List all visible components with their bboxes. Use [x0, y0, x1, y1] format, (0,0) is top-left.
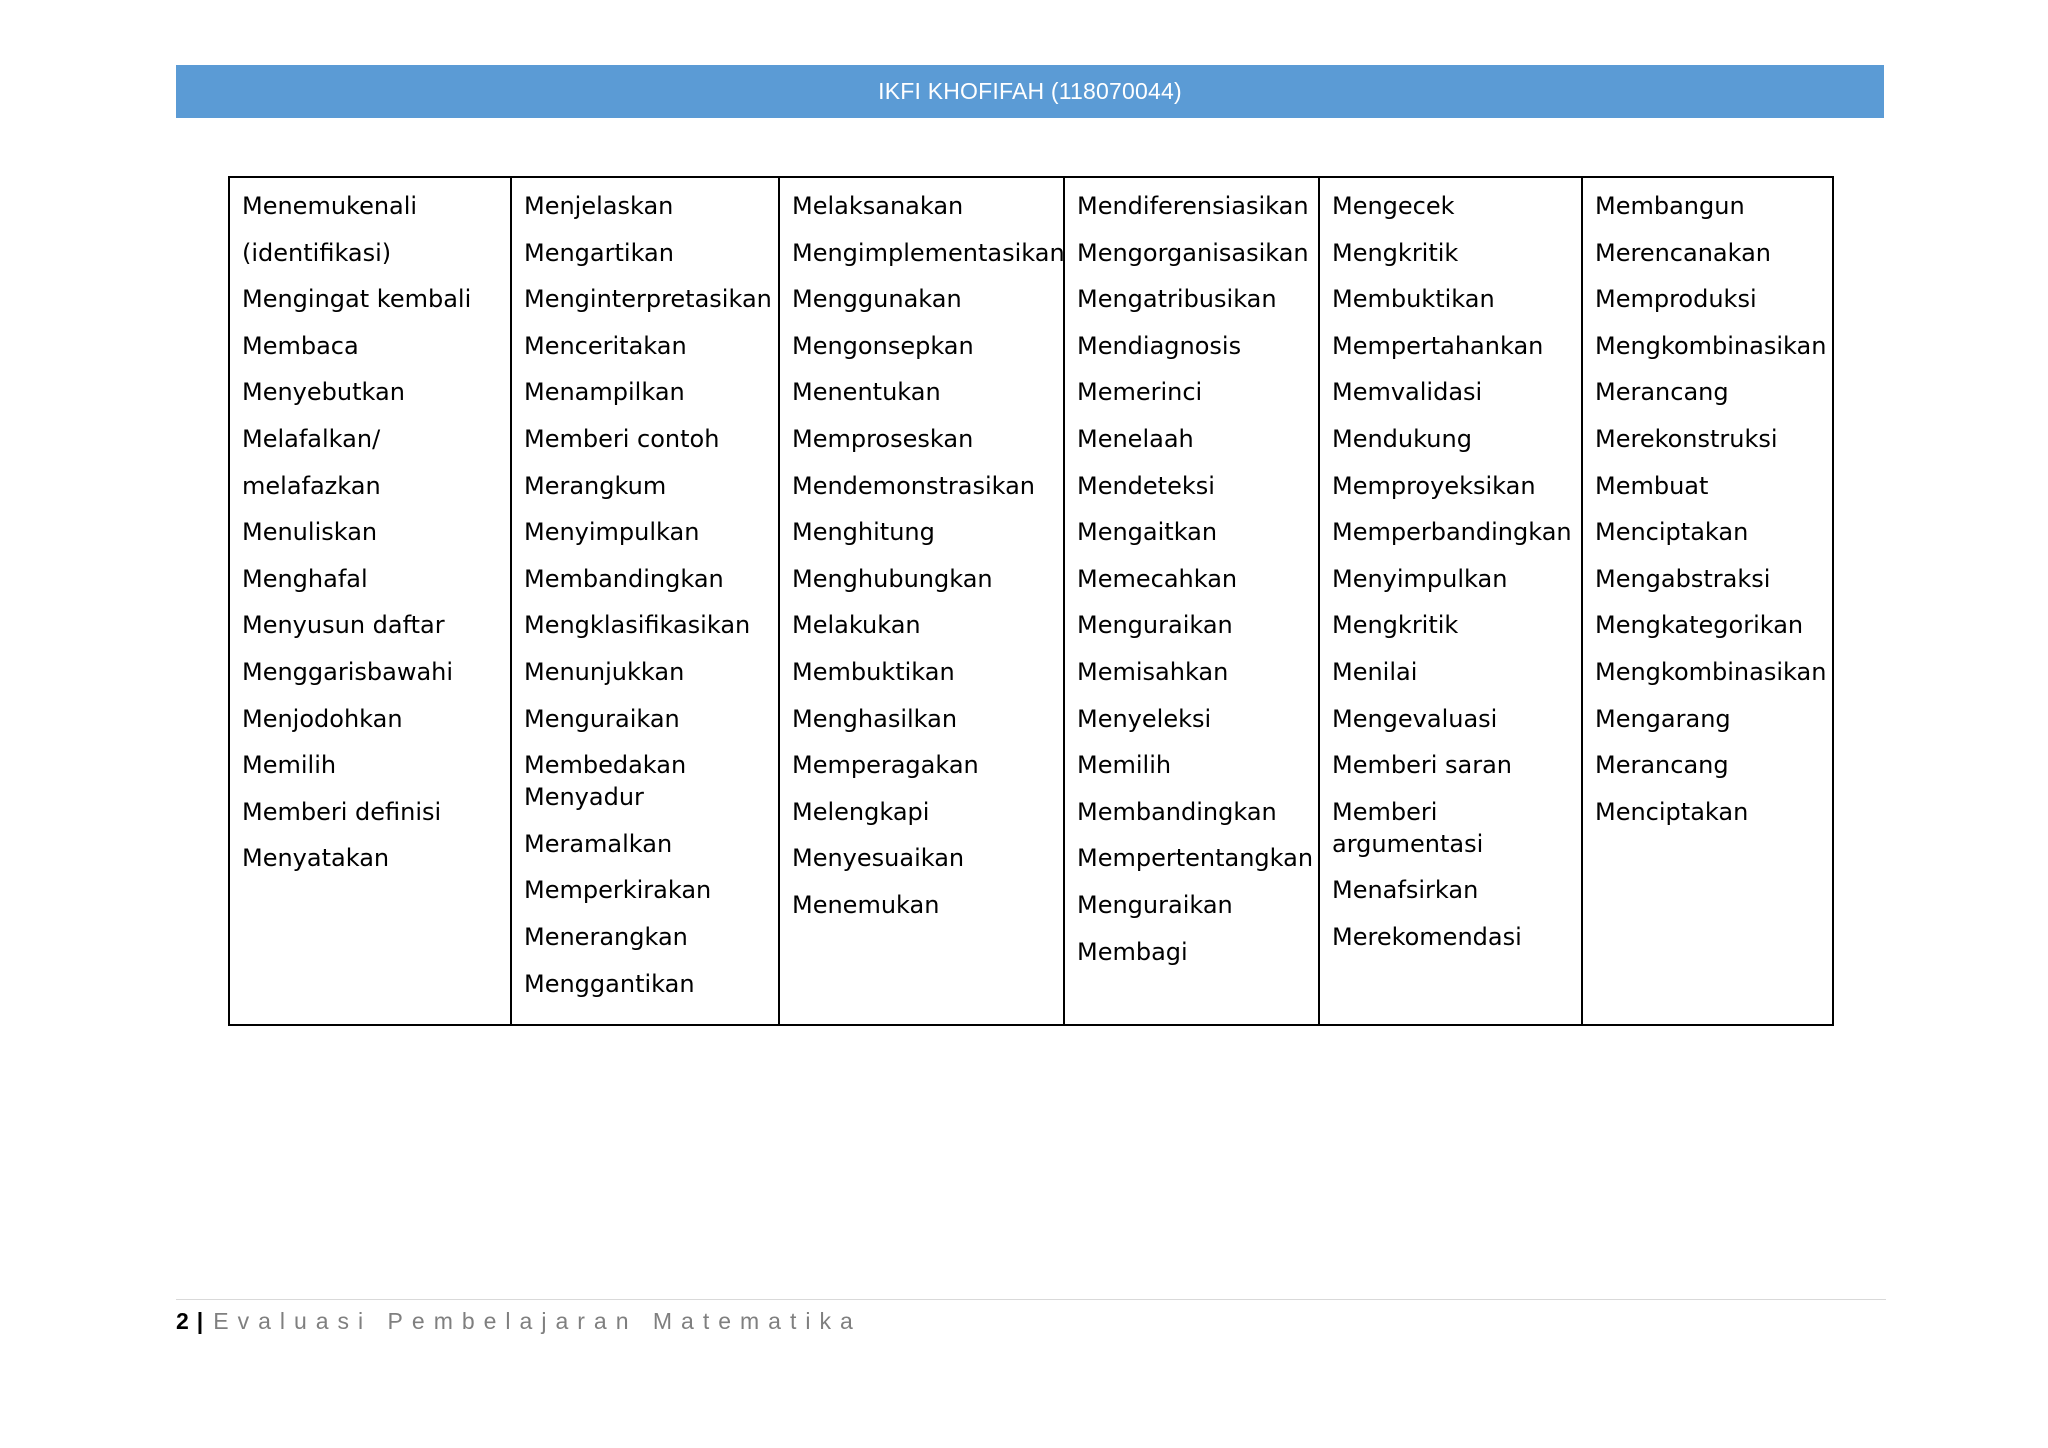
list-item: Menilai	[1332, 657, 1418, 686]
list-item: Mengkritik	[1332, 611, 1459, 640]
list-item: Menyimpulkan	[1332, 564, 1508, 593]
list-item: Mendiagnosis	[1077, 331, 1242, 360]
table-column-5	[1319, 177, 1582, 1025]
list-item: Mengingat kembali	[242, 285, 472, 314]
table-column-2	[511, 177, 779, 1025]
list-item: Merencanakan	[1595, 238, 1772, 267]
list-item: Membandingkan	[1077, 797, 1277, 826]
list-item: Merangkum	[524, 471, 667, 500]
list-item: Memperagakan	[792, 751, 979, 780]
table-column-6	[1582, 177, 1833, 1025]
list-item: Mengkategorikan	[1595, 611, 1804, 640]
list-item: Mengarang	[1595, 704, 1731, 733]
list-item: Menerangkan	[524, 922, 688, 951]
list-item: Memperbandingkan	[1332, 518, 1572, 547]
list-item: Menghasilkan	[792, 704, 958, 733]
list-item: Menunjukkan	[524, 657, 685, 686]
list-item: Merekomendasi	[1332, 922, 1522, 951]
list-item: Menciptakan	[1595, 518, 1749, 547]
list-item: Menggunakan	[792, 285, 962, 314]
list-item: Membagi	[1077, 937, 1188, 966]
list-item: Melengkapi	[792, 797, 930, 826]
list-item: Memvalidasi	[1332, 378, 1483, 407]
list-item: Menafsirkan	[1332, 876, 1479, 905]
list-item: Mengevaluasi	[1332, 704, 1498, 733]
list-item: Memilih	[242, 751, 337, 780]
list-item: Mendukung	[1332, 424, 1472, 453]
list-item: Menjodohkan	[242, 704, 403, 733]
list-item: Menghitung	[792, 518, 935, 547]
list-item: Menginterpretasikan	[524, 285, 772, 314]
list-item: Menggarisbawahi	[242, 657, 454, 686]
list-item: Menghafal	[242, 564, 368, 593]
list-item: Menyesuaikan	[792, 844, 965, 873]
list-item: Mengecek	[1332, 192, 1455, 220]
list-item: Memperkirakan	[524, 876, 712, 905]
table-column-4	[1064, 177, 1319, 1025]
list-item: melafazkan	[242, 471, 381, 500]
list-item: Menemukenali	[242, 192, 418, 220]
list-item: Mengabstraksi	[1595, 564, 1771, 593]
table-row	[229, 177, 1833, 1025]
list-item: Menghubungkan	[792, 564, 993, 593]
footer-divider	[176, 1299, 1886, 1300]
list-item: Menguraikan	[1077, 890, 1233, 919]
list-item: Menuliskan	[242, 518, 378, 547]
list-item: Menentukan	[792, 378, 941, 407]
list-item: Mengaitkan	[1077, 518, 1218, 547]
list-item: Mengatribusikan	[1077, 285, 1277, 314]
list-item: Mempertahankan	[1332, 331, 1544, 360]
list-item: Memproduksi	[1595, 285, 1757, 314]
list-item: Merekonstruksi	[1595, 424, 1778, 453]
list-item: Mengklasifikasikan	[524, 611, 751, 640]
list-item: Menceritakan	[524, 331, 687, 360]
header-band	[176, 65, 1884, 118]
list-item: Memerinci	[1077, 378, 1203, 407]
list-item: Mengkritik	[1332, 238, 1459, 267]
list-item: Menampilkan	[524, 378, 685, 407]
list-item: Menyusun daftar	[242, 611, 445, 640]
list-item: Memilih	[1077, 751, 1172, 780]
list-item: Membuktikan	[1332, 285, 1495, 314]
list-item: Menguraikan	[524, 704, 680, 733]
list-item: Menemukan	[792, 890, 940, 919]
list-item: Menelaah	[1077, 424, 1194, 453]
list-item: Merancang	[1595, 751, 1729, 780]
list-item: Menyatakan	[242, 844, 390, 873]
list-item: Mengonsepkan	[792, 331, 974, 360]
list-item: Memecahkan	[1077, 564, 1238, 593]
list-item: Menyeleksi	[1077, 704, 1212, 733]
list-item: Membandingkan	[524, 564, 724, 593]
page-number: 2	[176, 1307, 189, 1334]
list-item: Menguraikan	[1077, 611, 1233, 640]
list-item: Mempertentangkan	[1077, 844, 1314, 873]
list-item: Memberi definisi	[242, 797, 442, 826]
list-item: Menjelaskan	[524, 192, 674, 220]
list-item: Mengorganisasikan	[1077, 238, 1309, 267]
list-item: Menyebutkan	[242, 378, 405, 407]
list-item: Melafalkan/	[242, 424, 381, 453]
list-item: Memisahkan	[1077, 657, 1229, 686]
list-item: Membuktikan	[792, 657, 955, 686]
list-item: Memproseskan	[792, 424, 974, 453]
list-item: Membuat	[1595, 471, 1709, 500]
header-title: IKFI KHOFIFAH (118070044)	[878, 78, 1182, 104]
list-item: Membangun	[1595, 192, 1745, 220]
verbs-table	[228, 176, 1834, 1026]
footer-separator: |	[196, 1307, 204, 1334]
list-item: Mendemonstrasikan	[792, 471, 1036, 500]
list-item: Memberi argumentasi	[1332, 797, 1484, 858]
list-item: Menciptakan	[1595, 797, 1749, 826]
list-item: Mengkombinasikan	[1595, 657, 1827, 686]
list-item: Melaksanakan	[792, 192, 964, 220]
list-item: Melakukan	[792, 611, 921, 640]
list-item: Memproyeksikan	[1332, 471, 1536, 500]
footer-title: Evaluasi Pembelajaran Matematika	[213, 1307, 862, 1334]
list-item: Merancang	[1595, 378, 1729, 407]
list-item: Meramalkan	[524, 829, 673, 858]
table-column-1	[229, 177, 511, 1025]
list-item: Mengimplementasikan	[792, 238, 1065, 267]
list-item: Mendiferensiasikan	[1077, 192, 1309, 220]
list-item: Menggantikan	[524, 969, 695, 998]
list-item: Memberi contoh	[524, 424, 720, 453]
list-item: Membedakan Menyadur	[524, 751, 687, 812]
list-item: Memberi saran	[1332, 751, 1513, 780]
list-item: Mengkombinasikan	[1595, 331, 1827, 360]
list-item: (identifikasi)	[242, 238, 392, 267]
list-item: Mengartikan	[524, 238, 674, 267]
page-footer	[176, 1305, 862, 1337]
list-item: Mendeteksi	[1077, 471, 1215, 500]
list-item: Menyimpulkan	[524, 518, 700, 547]
table-column-3	[779, 177, 1064, 1025]
list-item: Membaca	[242, 331, 359, 360]
